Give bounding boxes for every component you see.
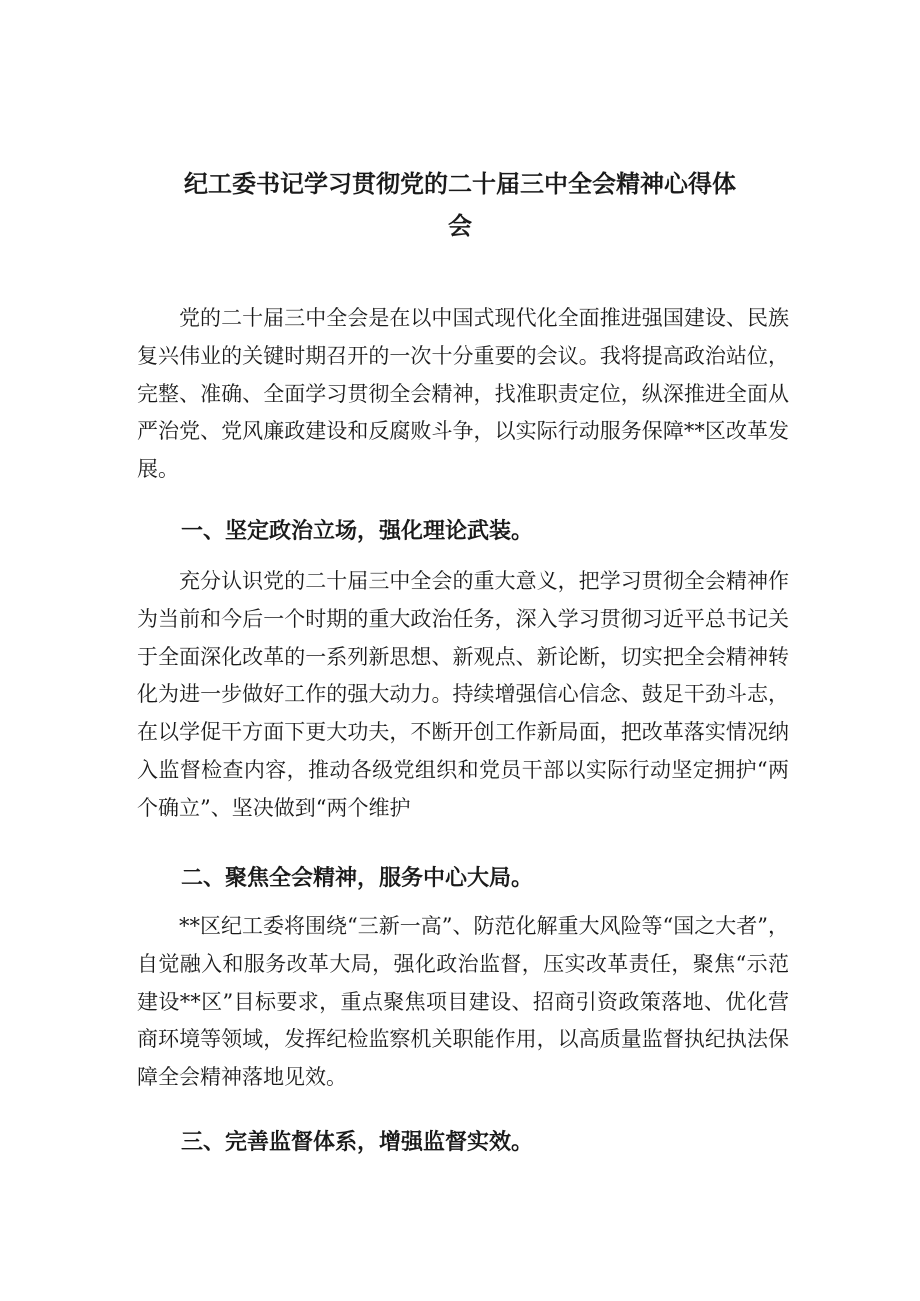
section-body-1: 充分认识党的二十届三中全会的重大意义，把学习贯彻全会精神作为当前和今后一个时期的重大政治任务，深入学习贯彻习近平总书记关于全面深化改革的一系列新思想、新观点、新论断，切实把全会精神转化为进一步做好工作的强大动力。持续增强信心信念、鼓足干劲斗志，在以学促干方面下更大功夫，不断开创工作新局面，把改革落实情况纳入监督检查内容，推动各级党组织和党员干部以实际行动坚定拥护“两个确立”、坚决做到“两个维护 [137, 569, 789, 820]
intro-paragraph: 党的二十届三中全会是在以中国式现代化全面推进强国建设、民族复兴伟业的关键时期召开的一次十分重要的会议。我将提高政治站位，完整、准确、全面学习贯彻全会精神，找准职责定位，纵深推进全面从严治党、党风廉政建设和反腐败斗争，以实际行动服务保障**区改革发展。 [137, 306, 789, 482]
section-body-2: **区纪工委将围绕“三新一高”、防范化解重大风险等“国之大者”，自觉融入和服务改革大局，强化政治监督，压实改革责任，聚焦“示范建设**区”目标要求，重点聚焦项目建设、招商引资政策落地、优化营商环境等领域，发挥纪检监察机关职能作用，以高质量监督执纪执法保障全会精神落地见效。 [137, 914, 789, 1090]
section-heading-1: 一、坚定政治立场，强化理论武装。 [181, 519, 534, 544]
section-heading-2: 二、聚焦全会精神，服务中心大局。 [181, 866, 534, 891]
document-title-line-2: 会 [448, 212, 472, 240]
document-title-line-1: 纪工委书记学习贯彻党的二十届三中全会精神心得体 [184, 170, 736, 198]
section-heading-3: 三、完善监督体系，增强监督实效。 [181, 1130, 534, 1155]
